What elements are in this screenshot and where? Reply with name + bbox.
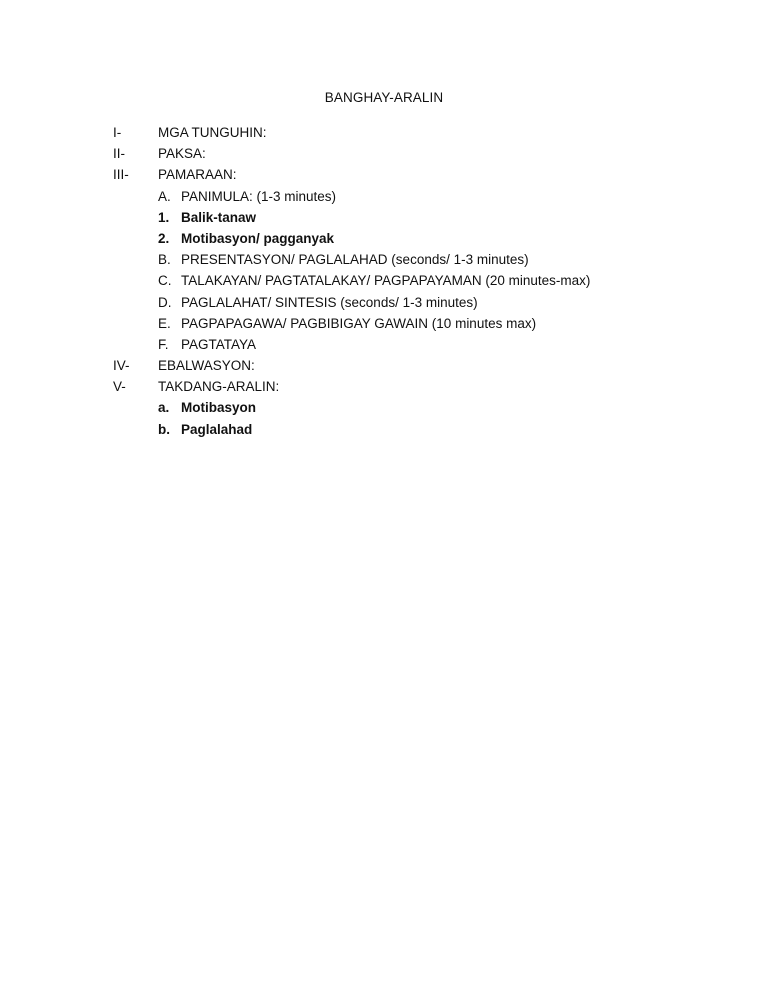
document-title: BANGHAY-ARALIN [324,90,444,105]
outline-text: TAKDANG-ARALIN: [158,379,280,395]
outline-subitem [0,292,768,313]
outline-marker: 1. [158,209,170,225]
outline-marker: IV- [113,358,130,374]
outline-text: Motibasyon/ pagganyak [181,230,335,246]
outline-text: EBALWASYON: [158,358,255,374]
outline-text: PRESENTASYON/ PAGLALAHAD (seconds/ 1-3 minutes) [181,252,529,268]
outline-item [0,355,768,376]
outline-subitem [0,313,768,334]
outline-marker: C. [158,273,172,289]
outline-subitem [0,270,768,291]
outline-text: PAMARAAN: [158,167,237,183]
outline-text: PANIMULA: (1-3 minutes) [181,188,337,204]
outline-item [0,143,768,164]
lesson-plan-outline [0,122,768,440]
outline-item [0,122,768,143]
outline-subitem [0,419,768,440]
outline-text: PAGTATAYA [181,336,257,352]
outline-marker: V- [113,379,126,395]
outline-text: Paglalahad [181,421,253,437]
outline-subitem [0,249,768,270]
outline-subitem [0,186,768,207]
outline-text: PAKSA: [158,146,206,162]
outline-text: Balik-tanaw [181,209,257,225]
outline-marker: II- [113,146,125,162]
outline-text: PAGPAPAGAWA/ PAGBIBIGAY GAWAIN (10 minutes max) [181,315,537,331]
outline-marker: A. [158,188,171,204]
outline-text: MGA TUNGUHIN: [158,125,267,140]
outline-marker: 2. [158,230,170,246]
outline-item [0,376,768,397]
outline-subitem [0,207,768,228]
outline-subitem [0,228,768,249]
outline-marker: E. [158,315,171,331]
outline-marker: I- [113,125,122,140]
outline-marker: F. [158,336,169,352]
outline-marker: b. [158,421,170,437]
outline-text: Motibasyon [181,400,257,416]
outline-marker: a. [158,400,170,416]
outline-marker: B. [158,252,171,268]
outline-item [0,164,768,185]
outline-subitem [0,397,768,418]
outline-text: TALAKAYAN/ PAGTATALAKAY/ PAGPAPAYAMAN (20 minutes-max) [181,273,591,289]
outline-marker: D. [158,294,172,310]
outline-marker: III- [113,167,129,183]
outline-subitem [0,334,768,355]
outline-text: PAGLALAHAT/ SINTESIS (seconds/ 1-3 minutes) [181,294,478,310]
